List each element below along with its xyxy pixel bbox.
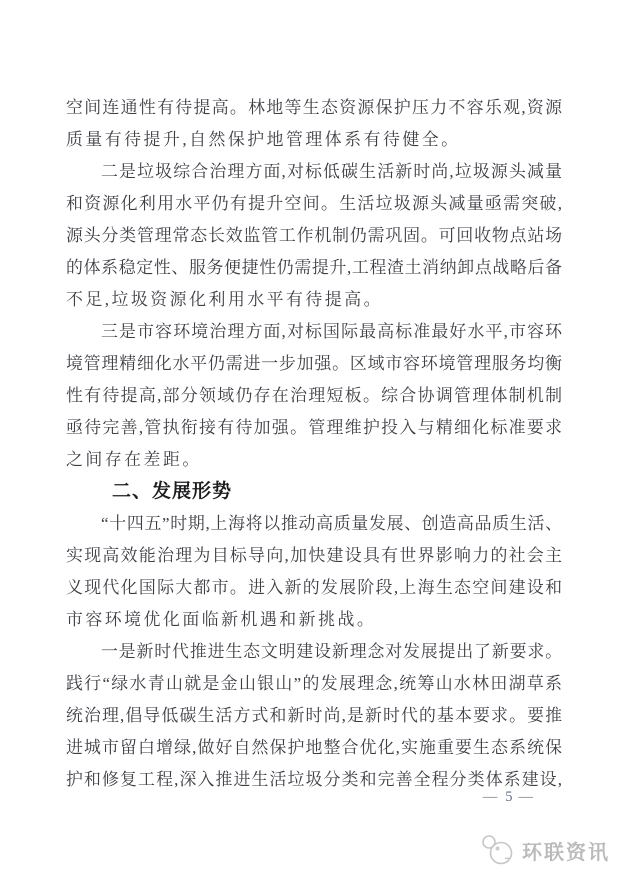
text-line: 一是新时代推进生态文明建设新理念对发展提出了新要求。 — [101, 642, 562, 661]
text-line: 之间存在差距。 — [66, 450, 202, 469]
document-body — [66, 92, 562, 796]
text-line: 不足,垃圾资源化利用水平有待提高。 — [66, 290, 383, 309]
text-line: 市容环境优化面临新机遇和新挑战。 — [66, 610, 377, 629]
text-line: 三是市容环境治理方面,对标国际最高标准最好水平,市容环 — [101, 322, 562, 341]
text-line: 源头分类管理常态长效监管工作机制仍需巩固。可回收物点站场 — [66, 226, 562, 245]
text-line: “十四五”时期,上海将以推动高质量发展、创造高品质生活、 — [101, 514, 562, 533]
text-line: 统治理,倡导低碳生活方式和新时尚,是新时代的基本要求。要推 — [66, 706, 562, 725]
page-number-dash-right: — — [518, 789, 535, 805]
text-line: 践行“绿水青山就是金山银山”的发展理念,统筹山水林田湖草系 — [66, 674, 562, 693]
watermark — [480, 834, 610, 866]
text-line: 实现高效能治理为目标导向,加快建设具有世界影响力的社会主 — [66, 546, 562, 565]
text-line: 义现代化国际大都市。进入新的发展阶段,上海生态空间建设和 — [66, 578, 562, 597]
text-line: 空间连通性有待提高。林地等生态资源保护压力不容乐观,资源 — [66, 98, 562, 117]
text-line: 性有待提高,部分领域仍存在治理短板。综合协调管理体制机制 — [66, 386, 562, 405]
text-line: 和资源化利用水平仍有提升空间。生活垃圾源头减量亟需突破, — [66, 194, 562, 213]
text-line: 质量有待提升,自然保护地管理体系有待健全。 — [66, 130, 461, 149]
page-number — [483, 789, 535, 806]
watermark-brand-text: 环联资讯 — [522, 841, 610, 864]
huanlian-logo-icon — [480, 834, 516, 866]
text-line: 进城市留白增绿,做好自然保护地整合优化,实施重要生态系统保 — [66, 738, 562, 757]
text-line: 护和修复工程,深入推进生活垃圾分类和完善全程分类体系建设, — [66, 770, 562, 789]
page-number-dash-left: — — [482, 789, 500, 805]
page-number-value: 5 — [505, 789, 513, 805]
text-line: 境管理精细化水平仍需进一步加强。区域市容环境管理服务均衡 — [66, 354, 562, 373]
text-line: 的体系稳定性、服务便捷性仍需提升,工程渣土消纳卸点战略后备 — [66, 258, 562, 277]
text-line: 亟待完善,管执衔接有待加强。管理维护投入与精细化标准要求 — [66, 418, 562, 437]
text-line: 二是垃圾综合治理方面,对标低碳生活新时尚,垃圾源头减量 — [101, 162, 562, 181]
section-heading: 二、发展形势 — [112, 481, 233, 502]
